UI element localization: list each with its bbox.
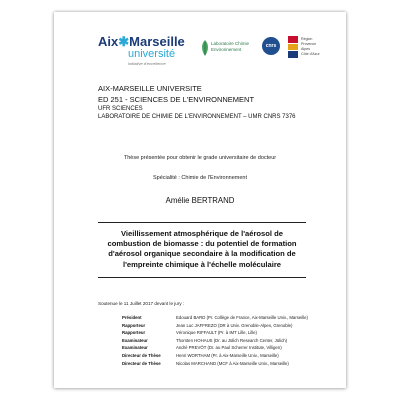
cnrs-label: cnrs	[265, 43, 277, 49]
ufr-name: UFR SCIENCES	[98, 106, 143, 112]
jury-role: Président	[122, 315, 142, 320]
jury-name: Henri WORTHAM (Pr. à Aix-Marseille Univ., Marseille)	[176, 352, 279, 358]
lce-line2: Environnement	[211, 47, 242, 52]
doctoral-school: ED 251 - SCIENCES DE L'ENVIRONNEMENT	[98, 94, 255, 104]
lce-line1: Laboratoire Chimie	[211, 41, 250, 46]
jury-role: Rapporteur	[122, 322, 146, 328]
lce-logo	[201, 39, 263, 59]
thesis-title	[98, 222, 306, 278]
amu-brand-part2: Marseille	[129, 34, 185, 49]
jury-name: André PREVÔT (Dr. au Paul Scherrer Institute, Villigen)	[176, 345, 282, 351]
jury-name: Jean Luc JAFFREZO (DR à Univ. Grenoble-Alpes, Grenoble)	[176, 322, 293, 328]
thesis-lead: Thèse présentée pour obtenir le grade universitaire de docteur	[123, 155, 277, 161]
thesis-cover-page	[54, 12, 346, 388]
amu-star-icon: ✱	[118, 34, 130, 49]
amu-tagline: Initiative d'excellence	[128, 61, 166, 66]
jury-row	[122, 322, 342, 330]
jury-role: Directeur de Thèse	[122, 360, 161, 366]
jury-name: Nicolas MARCHAND (MCF à Aix-Marseille Univ., Marseille)	[176, 360, 289, 366]
thesis-title-line: l'empreinte chimique à l'échelle moléculaire	[122, 259, 282, 269]
jury-role: Rapporteur	[122, 330, 146, 336]
cnrs-logo	[262, 37, 280, 55]
thesis-title-line: combustion de biomasse : du potentiel de formation	[107, 239, 297, 249]
amu-logo	[98, 34, 198, 74]
jury-row	[122, 314, 342, 322]
university-block	[98, 84, 296, 121]
thesis-author: Amélie BERTRAND	[165, 196, 235, 205]
laboratory-name: LABORATOIRE DE CHIMIE DE L'ENVIRONNEMENT – UMR CNRS 7376	[98, 114, 296, 120]
region-line3: Alpes	[301, 47, 310, 51]
jury-row	[122, 344, 342, 352]
region-line1: Région	[301, 37, 313, 41]
jury-role: Examinateur	[122, 345, 148, 351]
thesis-title-line: d'aérosol organique secondaire à la modification de	[108, 249, 296, 259]
region-emblem-icon	[288, 36, 298, 58]
university-name: AIX-MARSEILLE UNIVERSITE	[98, 84, 202, 93]
region-line4: Côte d'Azur	[301, 52, 320, 56]
amu-brand-part1: Aix	[98, 34, 119, 49]
jury-name: Véronique RIFFAULT (Pr. à IMT Lille, Lille)	[176, 330, 257, 336]
jury-name: Thorsten HOHAUS (Dr. au Jülich Research Center, Jülich)	[176, 337, 288, 343]
jury-row	[122, 360, 342, 368]
defense-date: Soutenue le 11 Juillet 2017 devant le jury :	[98, 301, 185, 306]
jury-row	[122, 329, 342, 337]
logo-row	[98, 34, 338, 74]
amu-brand-line2: université	[128, 48, 176, 60]
region-logo	[288, 36, 338, 58]
jury-role: Examinateur	[122, 337, 148, 343]
thesis-specialty: Spécialité : Chimie de l'Environnement	[153, 175, 247, 181]
thesis-title-line: Vieillissement atmosphérique de l'aérosol de	[120, 229, 284, 238]
jury-row	[122, 352, 342, 360]
leaf-icon	[201, 39, 209, 57]
jury-role: Directeur de Thèse	[122, 352, 161, 358]
region-line2: Provence	[301, 42, 317, 46]
jury-name: Edouard BARD (Pr. Collège de France, Aix-Marseille Univ., Marseille)	[176, 315, 308, 320]
jury-list	[122, 314, 342, 367]
jury-row	[122, 337, 342, 345]
